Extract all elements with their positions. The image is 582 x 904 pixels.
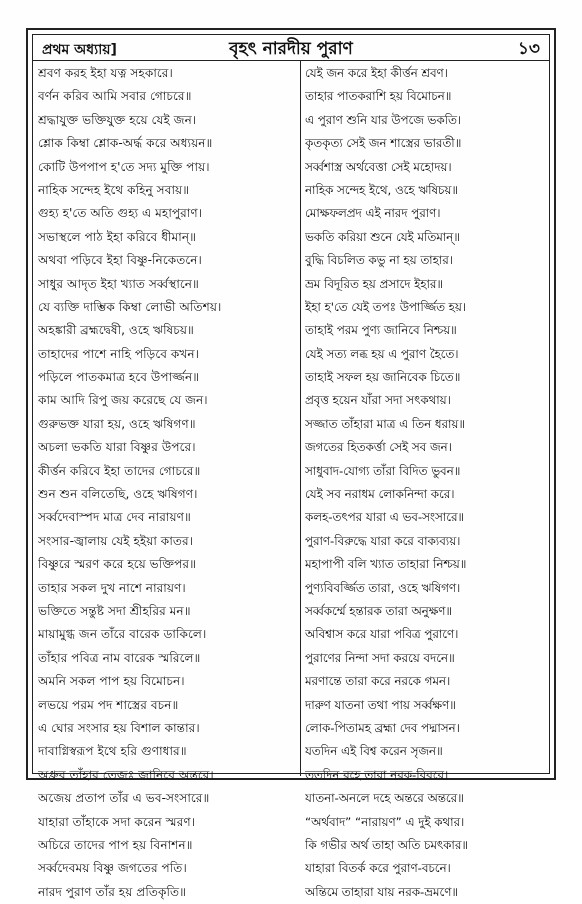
verse-line: সর্ব্বশাস্ত্র অর্থবেত্তা সেই মহোদয়। bbox=[305, 159, 452, 174]
verse-line: অচলা ভকতি যারা বিষ্ণুর উপরে। bbox=[38, 440, 196, 455]
right-column bbox=[305, 62, 553, 904]
verse-line: ভক্তিতে সন্তুষ্ট সদা শ্রীহরির মন॥ bbox=[38, 603, 191, 618]
verse-line: লভয়ে পরম পদ শাস্ত্রের বচন॥ bbox=[38, 697, 179, 712]
verse-line: অথবা পড়িবে ইহা বিষ্ণু-নিকেতনে। bbox=[38, 253, 202, 268]
book-title: বৃহৎ নারদীয় পুরাণ bbox=[229, 39, 353, 59]
verse-line: সংসার-জ্বালায় যেই হইয়া কাতর। bbox=[38, 533, 194, 548]
verse-line: মরণান্তে তারা করে নরকে গমন। bbox=[305, 674, 451, 689]
verse-line: দাবাগ্নিস্বরূপ ইথে হরি গুণাধার॥ bbox=[38, 744, 187, 759]
verse-line: সভাস্থলে পাঠ ইহা করিবে ধীমান্॥ bbox=[38, 229, 196, 244]
verse-line: সাধুবাদ-যোগ্য তাঁরা বিদিত ভুবন॥ bbox=[305, 463, 461, 478]
left-column bbox=[38, 62, 298, 904]
verse-line: কীর্ত্তন করিবে ইহা তাদের গোচরে॥ bbox=[38, 463, 201, 478]
verse-line: ভ্রম বিদূরিত হয় প্রসাদে ইহার॥ bbox=[305, 276, 444, 291]
verse-line: পুণ্যবিবর্জ্জিত তারা, ওহে ঋষিগণ। bbox=[305, 580, 461, 595]
verse-line: যেই জন করে ইহা কীর্ত্তন শ্রবণ। bbox=[305, 66, 448, 80]
verse-line: অজেয় প্রতাপ তাঁর এ ভব-সংসারে॥ bbox=[38, 791, 210, 806]
verse-line: শ্রদ্ধাযুক্ত ভক্তিযুক্ত হয়ে যেই জন। bbox=[38, 112, 197, 127]
verse-line: তাহাদের পাশে নাহি পড়িবে কখন। bbox=[38, 346, 200, 361]
verse-line: ততদিন রহে তারা নরক-বিবরে। bbox=[305, 767, 449, 782]
column-divider bbox=[300, 60, 301, 776]
verse-line: নাহিক সন্দেহ ইথে কহিনু সবায়॥ bbox=[38, 182, 190, 197]
verse-line: মহাপাপী বলি খ্যাত তাহারা নিশ্চয়॥ bbox=[305, 557, 467, 572]
verse-line: তাহাই সফল হয় জানিবেক চিতে॥ bbox=[305, 370, 461, 385]
verse-line: কৃতকৃত্য সেই জন শাস্ত্রের ভারতী॥ bbox=[305, 136, 462, 151]
verse-line: মায়ামুগ্ধ জন তাঁরে বারেক ডাকিলে। bbox=[38, 627, 207, 642]
verse-line: সর্ব্বদেবময় বিষ্ণু জগতের পতি। bbox=[38, 861, 187, 876]
verse-line: ভকতি করিয়া শুনে যেই মতিমান্॥ bbox=[305, 229, 460, 244]
verse-line: কলহ-তৎপর যারা এ ভব-সংসারে॥ bbox=[305, 510, 465, 525]
verse-line: বিষ্ণুরে স্মরণ করে হয়ে ভক্তিপর॥ bbox=[38, 557, 196, 572]
verse-line: অচিরে তাদের পাপ হয় বিনাশন॥ bbox=[38, 837, 193, 852]
verse-line: অহঙ্কারী ব্রহ্মদ্বেষী, ওহে ঋষিচয়॥ bbox=[38, 323, 194, 338]
verse-line: ইহা হ'তে যেই তপঃ উপার্জ্জিত হয়। bbox=[305, 299, 467, 314]
verse-line: শ্লোক কিম্বা শ্লোক-অর্দ্ধ করে অধ্যয়ন॥ bbox=[38, 136, 213, 151]
verse-line: অমনি সকল পাপ হয় বিমোচন। bbox=[38, 674, 185, 689]
verse-line: “অর্থবাদ” “নারায়ণ” এ দুই কথার। bbox=[305, 814, 465, 829]
verse-line: প্রবৃত্ত হয়েন যাঁরা সদা সৎকথায়। bbox=[305, 393, 451, 408]
verse-line: কি গভীর অর্থ তাহা অতি চমৎকার॥ bbox=[305, 837, 469, 852]
verse-line: যাহারা বিতর্ক করে পুরাণ-বচনে। bbox=[305, 861, 451, 876]
verse-line: যাহারা তাঁহাকে সদা করেন স্মরণ। bbox=[38, 814, 196, 829]
verse-line: এ পুরাণ শুনি যার উপজে ভকতি। bbox=[305, 112, 462, 127]
verse-line: দারুণ যাতনা তথা পায় সর্ব্বক্ষণ॥ bbox=[305, 697, 456, 712]
verse-line: অন্তিমে তাহারা যায় নরক-ভ্রমণে॥ bbox=[305, 884, 459, 899]
verse-line: যাতনা-অনলে দহে অন্তরে অন্তরে॥ bbox=[305, 791, 464, 806]
verse-line: কাম আদি রিপু জয় করেছে যে জন। bbox=[38, 393, 208, 408]
verse-line: যেই সব নরাধম লোকনিন্দা করে। bbox=[305, 487, 455, 502]
verse-line: গুরুভক্ত যারা হয়, ওহে ঋষিগণ॥ bbox=[38, 416, 196, 431]
verse-line: তাঁহার পবিত্র নাম বারেক স্মরিলে॥ bbox=[38, 650, 201, 665]
verse-line: মোক্ষফলপ্রদ এই নারদ পুরাণ। bbox=[305, 206, 441, 221]
chapter-label: প্রথম অধ্যায়] bbox=[42, 42, 117, 58]
verse-line: যে ব্যক্তি দাম্ভিক কিম্বা লোভী অতিশয়। bbox=[38, 299, 222, 314]
verse-line: শ্রবণ করহ ইহা যত্ন সহকারে। bbox=[38, 66, 173, 80]
verse-line: সর্ব্বকর্ম্মে হন্তারক তারা অনুক্ষণ॥ bbox=[305, 603, 453, 618]
running-header bbox=[32, 34, 550, 61]
page-border-outer bbox=[26, 28, 556, 899]
verse-line: পুরাণ-বিরুদ্ধে যারা করে বাক্যব্যয়। bbox=[305, 533, 461, 548]
verse-line: কোটি উপপাপ হ'তে সদ্য মুক্তি পায়। bbox=[38, 159, 210, 174]
page-number: ১৩ bbox=[517, 39, 540, 59]
verse-line: অবিশ্বাস করে যারা পবিত্র পুরাণে। bbox=[305, 627, 459, 642]
verse-line: গুহ্য হ'তে অতি গুহ্য এ মহাপুরাণ। bbox=[38, 206, 203, 221]
verse-line: সজ্জাত তাঁহারা মাত্র এ তিন ধরায়॥ bbox=[305, 416, 466, 431]
verse-line: লোক-পিতামহ ব্রহ্মা দেব পদ্মাসন। bbox=[305, 720, 460, 735]
verse-line: তাহার পাতকরাশি হয় বিমোচন॥ bbox=[305, 89, 452, 104]
verse-line: জগতের হিতকর্ত্তা সেই সব জন। bbox=[305, 440, 452, 455]
verse-line: যেই সত্য লব্ধ হয় এ পুরাণ হৈতে। bbox=[305, 346, 459, 361]
verse-line: নাহিক সন্দেহ ইথে, ওহে ঋষিচয়॥ bbox=[305, 182, 458, 197]
verse-line: এ ঘোর সংসার হয় বিশাল কান্তার। bbox=[38, 720, 200, 735]
verse-line: বুদ্ধি বিচলিত কভু না হয় তাহার। bbox=[305, 253, 453, 268]
verse-line: যতদিন এই বিশ্ব করেন সৃজন॥ bbox=[305, 744, 443, 759]
verse-line: অধ্রুব তাঁহার তেজঃ জানিবে অন্তরে। bbox=[38, 767, 214, 782]
verse-line: শুন শুন বলিতেছি, ওহে ঋষিগণ। bbox=[38, 487, 198, 502]
verse-line: তাহাই পরম পুণ্য জানিবে নিশ্চয়॥ bbox=[305, 323, 457, 338]
verse-line: সাধুর আদৃত ইহা খ্যাত সর্ব্বস্থানে॥ bbox=[38, 276, 199, 291]
verse-line: তাহার সকল দুখ নাশে নারায়ণ। bbox=[38, 580, 186, 595]
verse-line: পড়িলে পাতকমাত্র হবে উপার্জ্জন॥ bbox=[38, 370, 200, 385]
verse-line: সর্ব্বদেবাস্পদ মাত্র দেব নারায়ণ॥ bbox=[38, 510, 191, 525]
verse-line: নারদ পুরাণ তাঁর হয় প্রতিকৃতি॥ bbox=[38, 884, 187, 899]
verse-line: বর্ণন করিব আমি সবার গোচরে॥ bbox=[38, 89, 192, 104]
verse-line: পুরাণের নিন্দা সদা করয়ে বদনে॥ bbox=[305, 650, 455, 665]
